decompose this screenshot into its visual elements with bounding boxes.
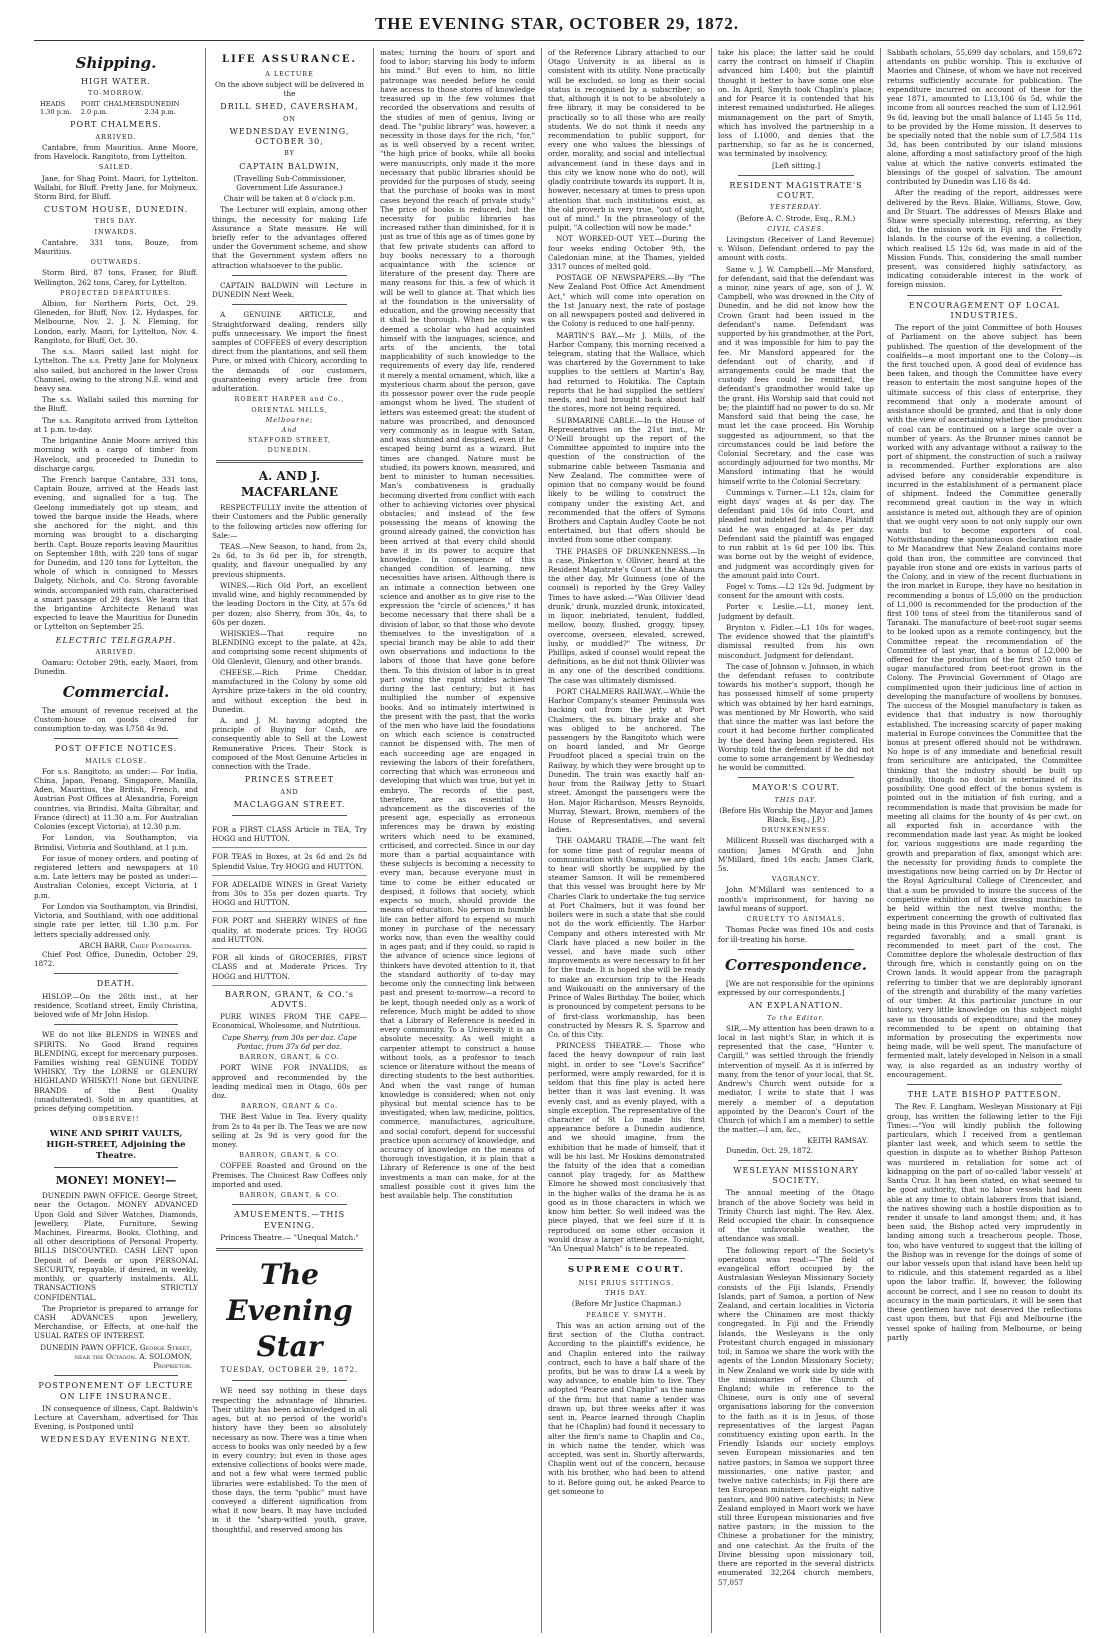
coffee-roasted-ad: COFFEE Roasted and Ground on the Premises. The Choicest Raw Coffees only imported and used. xyxy=(212,1161,367,1189)
by-label: BY xyxy=(284,149,295,158)
customs-heading: CUSTOM HOUSE, DUNEDIN. xyxy=(43,205,189,215)
column-rule xyxy=(711,48,712,1633)
chair-note: Chair will be taken at 8 o'clock p.m. xyxy=(223,194,356,204)
left-sitting: [Left sitting.] xyxy=(771,160,821,170)
correspondence-note: [We are not responsible for the opinions expressed by our correspondents.] xyxy=(718,978,874,998)
local-martins-bay: MARTIN'S BAY.—Mr J. Mills, of the Harbor Company, this morning received a telegram, stating that the Wallace, which was chartered by the Government to take supplies to the settlers at Martin's Bay, had returned to Hokitika. The Captain reports that he had supplied the settlers' needs, and had brought back about half the stores, more not being required. xyxy=(548,330,705,414)
wesleyan-continued: Sabbath scholars, 55,699 day scholars, and 159,672 attendants on public worship. This is exclusive of Maories and Chinese, of whom we have not received returns sufficiently accurate for publication. The expenditure incurred on account of these for the year 1871, amounted to L13,106 6s 5d, while the income from all sources reached the sum of L12,961 9s 6d, leaving but the small balance of L145 5s 11d, to be provided by the Home mission. It deserves to be specially noted that the noble sum of L7,584 11s 3d, has been contributed by our island missions alone, affording a most satisfactory proof of the high value at which the native converts estimated the blessings of the gospel of salvation. The amount contributed by Dunedin was L16 8s 4d. xyxy=(887,48,1082,187)
shipping-news: The French barque Cantabre, 331 tons, Captain Bouze, arrived at the Heads last evening, and signalled for a tug. The Geelong immediately got up steam, and towed the barque inside the Heads, where she anchored for the night, and this morning was brought to a discharging berth. Capt. Bouze reports leaving Mauritius on September 18th, with 220 tons of sugar for Dunedin, and 120 tons for Lyttelton, the whole of which is consigned to Messrs Dalgety, Nichols, and Co. Strong favorable winds, accompanied with rain, characterised a smart passage of 29 days. We learn that the brigantine Architecte Renaud was expected to leave the Mauritius for Dunedin or Lyttelton on September 25. xyxy=(34,474,198,632)
column-1 xyxy=(34,48,198,1633)
divider xyxy=(232,1380,347,1381)
barron-signature: BARRON, GRANT, & CO. xyxy=(239,1191,340,1200)
post-office-heading: POST OFFICE NOTICES. xyxy=(54,744,178,754)
wesleyan-addresses: After the reading of the report, addresses were delivered by the Revs. Blake, Williams, Stowe, Gow, and Dr Stuart. The addresses of Messrs Blake and Shaw were specially interesting, referring, as they did, to the mission work in Fiji and the Friendly Islands. In the course of the evening, a collection, which realised L5 12s 6d, was made in aid of the Mission Funds. This, considering the small number present, was considered highly satisfactory, as indicating considerable interest in the work of foreign mission. xyxy=(887,188,1082,290)
divider xyxy=(232,1204,347,1205)
mails-text: For issue of money orders, and posting of registered letters and newspapers at 10 a.m. Late letters may be posted as under:— Australian Colonies, except Victoria, at 1 p.m. xyxy=(34,853,198,900)
letter-signature: KEITH RAMSAY. xyxy=(807,1136,868,1146)
local-oamaru: THE OAMARU TRADE.—The want felt for some time past of regular means of communication with Oamaru, we are glad to hear will shortly be supplied by the steamer Samson. It will be remembered that this vessel was brought here by Mr Charles Clark to undertake the tug service at Port Chalmers, but it was found her boilers were in such a state that she could not do the work efficiently. The Harbor Company and others interested with Mr Clark have placed a new boiler in the vessel, and have made such other improvements as were necessary to fit her for the trade. It is hoped she will be ready to make an excursion trip to the Heads and Waikouaiti on the anniversary of the Prince of Wales Birthday. The boiler, which is pronounced by competent persons to be of first-class workmanship, has been constructed by Messrs R. S. Sparrow and Co. of this City. xyxy=(548,836,705,1039)
ad-groceries: FOR all kinds of GROCERIES, FIRST CLASS and at Moderate Prices. Try HOGG and HUTTON. xyxy=(212,949,367,986)
barron-signature: BARRON, GRANT, & CO. xyxy=(239,1151,340,1160)
case-brynton: Brynton v. Fidler.—L1 10s for wages. The evidence showed that the plaintiff's dismissal resulted from his own misconduct. Judgment for defendant. xyxy=(718,622,874,660)
arrived-label: ARRIVED. xyxy=(95,132,137,141)
death-heading: DEATH. xyxy=(96,979,136,989)
wednesday-label: WEDNESDAY EVENING, OCTOBER 30, xyxy=(229,126,350,147)
rm-before: (Before A. C. Strode, Esq., R.M.) xyxy=(736,213,856,223)
correspondence-heading: Correspondence. xyxy=(725,955,867,974)
mails-text: For London, via Southampton, via Brindisi, Victoria and Southland, at 1 p.m. xyxy=(34,833,198,852)
supreme-court-heading: SUPREME COURT. xyxy=(567,1265,686,1276)
commercial-text: The amount of revenue received at the Custom-house on goods cleared for consumption to-day, was L758 4s 9d. xyxy=(34,705,198,734)
mails-close-label: MAILS CLOSE. xyxy=(85,756,147,765)
cruelty-text: Thomas Pocke was fined 10s and costs for ill-treating his horse. xyxy=(718,925,874,944)
divider xyxy=(232,304,347,305)
rm-court-heading: RESIDENT MAGISTRATE'S COURT. xyxy=(729,180,863,201)
wesleyan-heading: WESLEYAN MISSIONARY SOCIETY. xyxy=(733,1165,859,1186)
masthead-title: THE EVENING STAR, OCTOBER 29, 1872. xyxy=(374,14,740,33)
divider xyxy=(568,1258,685,1259)
amusements-heading: AMUSEMENTS.—THIS EVENING. xyxy=(233,1210,346,1230)
case-johnson: The case of Johnson v. Johnson, in which the defendant refuses to contribute towards his mother's support, though he has possessed himself of some property which was obtained by her hard earnings, was mentioned by Mr Howorth, who said that since the matter was last before the court it had become further complicated by the deed having been registered. His Worship told the defendant if he did not come to some arrangement by Wednesday he would be committed. xyxy=(718,661,874,773)
postmaster-date: Chief Post Office, Dunedin, October 29, 1872. xyxy=(34,949,198,969)
mayors-court-heading: MAYOR'S COURT. xyxy=(752,783,840,793)
projected-label: PROJECTED DEPARTURES. xyxy=(60,288,172,297)
local-not-worked: NOT WORKED-OUT YET.—During the four weeks ending October 9th, the Caledonian mine, at the Thames, yielded 3317 ounces of melted gold. xyxy=(548,234,705,272)
encouragement-heading: ENCOURAGEMENT OF LOCAL INDUSTRIES. xyxy=(909,300,1060,320)
divider xyxy=(232,275,347,276)
divider xyxy=(54,738,178,739)
high-water-heading: HIGH WATER. xyxy=(81,77,151,87)
mails-text: For London via Southampton, via Brindisi, Victoria, and Southland, with one additional single rate per letter, till 1.30 p.m. For letters specially addressed only. xyxy=(34,901,198,939)
this-day-label: THIS DAY. xyxy=(774,795,818,804)
melbourne: Melbourne; xyxy=(265,415,314,424)
explanation-heading: AN EXPLANATION. xyxy=(748,1001,844,1011)
local-railway: PORT CHALMERS RAILWAY.—While the Harbor Company's steamer Peninsula was backing out from the jetty at Port Chalmers, the ss. binary brake and she was obliged to be anchored. The passengers by the Rangitoto which were on board landed, and Mr George Proudfoot placed a special train on the Railway, by which they were brought up to Dunedin. The train was exactly half an-hour from the Railway Jetty to Stuart street. Amongst the passengers were the Hon. Major Richardson, Messrs Reynolds, Murray, Stewart, Brown, members of the House of Representatives, and several ladies. xyxy=(548,686,705,835)
paper-title: The Evening Star xyxy=(226,1257,353,1363)
divider xyxy=(216,460,363,463)
divider xyxy=(232,815,347,816)
telegraph-heading: ELECTRIC TELEGRAPH. xyxy=(55,635,177,645)
column-6 xyxy=(887,48,1082,1633)
telegraph-text: Oamaru: October 29th, early, Maori, from Dunedin. xyxy=(34,658,198,677)
ad-first-class: FOR a FIRST CLASS Article in TEA, Try HOGG and HUTTON. xyxy=(212,821,367,848)
patteson-text: The Rev. F. Langham, Wesleyan Missionary at Fiji group, has written the following letter to the Fiji Times:—"You will kindly publish the following particulars, which I received from a gentleman planter last week, and which seem to settle the question in dispute as to whether Bishop Patteson was murdered in retaliation for some act of kidnapping on the part of so-called 'labor vessels' at Santa Cruz. It has been stated, on what seemed to be good authority, that no labor vessels had been able at any time to obtain laborers from that island, the natives showing such a hostile disposition as to render it unsafe to land amongst them; and, it has been said, the Bishop acted very imprudently in landing among such a treacherous people. Those, too, who have ventured to suggest that the killing of the Bishop was in revenge for the doings of some of our labor vessels upon that island have been held up to ridicule, and this statement regarded as a libel upon the labor traffic. If, however, the following account be correct, and I see no reason to doubt its accuracy in the main particulars, it will be seen that these gentlemen have not deserved the reflections cast upon them, but that Fiji and Melbourne (the vessel spoke of hailing from Melbourne, or being partly xyxy=(887,1102,1082,1342)
editorial-text: WE need say nothing in these days respecting the advantage of libraries. Their utility has been acknowledged in all ages, but at no period of the world's history have they been so absolutely necessary as now. There was a time when access to books was only needed by a few in every country; but even in those ages extensive collections of books were made, and not a few what were termed public libraries were established. To the men of those days, the term "public" must have conveyed a different signification from what it now bears. It may have included in it the "sharp-witted youth, grave, thoughtful, and reserved among his xyxy=(212,1386,367,1534)
divider xyxy=(54,1375,178,1376)
stafford-street: STAFFORD STREET, xyxy=(247,436,332,445)
oriental-mills: ORIENTAL MILLS, xyxy=(251,405,328,414)
sailings-text: Jane, for Shag Point. Maori, for Lyttelton. Wallabi, for Bluff. Pretty Jane, for Molyneux. Storm Bird, for Bluff. xyxy=(34,173,198,201)
letter-text: SIR,—My attention has been drawn to a local in last night's Star, in which it is represented that the case, "Hunter v. Cargill," was settled through the friendly intervention of myself. As it is inferred by many, from the tenor of your local, that St. Andrew's Church went outside for a mediator, I write to state that I was merely a member of a deputation appointed by the Deacon's Court of the Church (of which I am a member) to settle the matter.—I am, &c., xyxy=(718,1023,874,1135)
inwards-label: INWARDS. xyxy=(94,227,138,236)
macfarlane-heading: A. AND J. MACFARLANE xyxy=(240,469,339,499)
macfarlane-text-2: A. and J. M. having adopted the principle of Buying for Cash, are consequently able to Sell at the Lowest Remunerative Prices. Their Stock is composed of the Most Genuine Articles in connection with the Trade. xyxy=(212,715,367,772)
barron-signature: BARRON, GRANT & Co. xyxy=(240,1102,339,1111)
column-rule xyxy=(373,48,374,1633)
column-2 xyxy=(212,48,367,1633)
case-cummings: Cummings v. Turner.—L1 12s, claim for eight days' wages at 4s per day. The defendant paid 10s 6d into Court, and pleaded not indebted for balance. Plaintiff said he was engaged at 4s per day. Defendant said the plaintiff was engaged to run rabbit at 1s 6d per 100 lbs. This was borne out by the weight of evidence, and judgment was accordingly given for the amount paid into Court. xyxy=(718,487,874,580)
mayor-before: (Before His Worship the Mayor and James Black, Esq., J.P.) xyxy=(719,805,873,825)
best-value-ad: THE Best Value in Tea. Every quality from 2s to 4s per lb. The Teas we are now selling at 2s 9d is very good for the money. xyxy=(212,1112,367,1150)
lecturer-text: The Lecturer will explain, among other things, the necessity for making Life Assurance a State measure. He will briefly refer to the advantages offered under the Government scheme, and show that the Government system offers no attraction whatsoever to the public. xyxy=(212,205,367,270)
captain-lecture-note: CAPTAIN BALDWIN will Lecture in DUNEDIN Next Week. xyxy=(212,280,367,300)
projected-text: Albion, for Northern Ports, Oct. 29. Gleneden, for Bluff, Nov. 12. Hydaspes, for Melbourne, Nov. 2. J. N. Fleming, for London, early. Maori, for Lyttelton, Nov. 4. Rangitoto, for Bluff, Oct. 30. xyxy=(34,299,198,345)
divider xyxy=(738,777,854,778)
a-lecture: A LECTURE xyxy=(265,69,314,78)
paper-dateline: TUESDAY, OCTOBER 29, 1872. xyxy=(220,1366,359,1375)
divider xyxy=(738,175,854,176)
ad-teas-boxes: FOR TEAS in Boxes, at 2s 6d and 2s 8d Splendid Value. Try HOGG and HUTTON. xyxy=(212,848,367,875)
teas-item: TEAS.—New Season, to hand, from 2s, 2s 6d, to 3s 6d per lb, for strength, quality, and flavour unequalled by any previous shipments. xyxy=(212,542,367,579)
column-5 xyxy=(718,48,874,1633)
macfarlane-text: RESPECTFULLY invite the attention of their Customers and the Public generally to the following articles now offering for Sale:— xyxy=(212,503,367,540)
drill-shed: DRILL SHED, CAVERSHAM, xyxy=(220,102,359,112)
princess-listing: Princess Theatre.— "Unequal Match." xyxy=(220,1232,359,1242)
princes-street: PRINCES STREET xyxy=(244,775,335,785)
divider xyxy=(738,1160,854,1161)
on-label: ON xyxy=(283,114,296,123)
case-continued: take his place; the latter said he could carry the contract on himself if Chaplin advanced him L400; but the plaintiff thought it better to have some one else on. In April, Smyth took Chaplin's place; and for Pearce it is contended that his interest remained undisturbed. He alleges mismanagement on the part of Smyth, which has involved the partnership in a loss of L1000, and denies that the partnership, so far as he is concerned, was terminated by insolvency. xyxy=(718,48,874,159)
telegraph-arrived: ARRIVED. xyxy=(95,647,137,656)
masthead-rule xyxy=(34,40,1084,41)
observe-label: OBSERVE!! xyxy=(92,1115,140,1124)
to-editor: To the Editor. xyxy=(767,1013,825,1022)
postponement-heading: POSTPONEMENT OF LECTURE ON LIFE INSURANCE. xyxy=(38,1381,194,1401)
high-water-table xyxy=(40,100,192,117)
shipping-news: The s.s. Maori sailed last night for Lyttelton. The s.s. Pretty Jane for Molyneux also sailed, but anchored in the lower Cross Channel, owing to the strong N.E. wind and heavy sea. xyxy=(34,347,198,394)
column-rule xyxy=(880,48,881,1633)
divider xyxy=(54,973,178,974)
postmaster-signature: ARCH BARR, Chief Postmaster. xyxy=(79,940,192,950)
ad-port-sherry: FOR PORT and SHERRY WINES of fine quality, at moderate prices. Try HOGG and HUTTON. xyxy=(212,912,367,949)
before-label: (Before Mr Justice Chapman.) xyxy=(571,1299,682,1309)
postponement-date: WEDNESDAY EVENING NEXT. xyxy=(40,1435,192,1445)
maclaggan-street: MACLAGGAN STREET. xyxy=(233,799,346,809)
yesterday-label: YESTERDAY. xyxy=(770,203,822,212)
nisi-prius: NISI PRIUS SITTINGS. xyxy=(578,1279,675,1288)
column-3 xyxy=(380,48,535,1633)
pawn-office-ad: DUNEDIN PAWN OFFICE. George Street, near the Octagon. MONEY ADVANCED Upon Gold and Silver Watches, Diamonds, Jewellery, Plate, Furniture, Sewing Machines, Firearms, Books, Clothing, and all other descriptions of Personal Property. BILLS DISCOUNTED. CASH LENT upon Deposit of Deeds or upon PERSONAL SECURITY, repayable, if desired, in weekly, monthly, or quarterly instalments. ALL TRANSACTIONS STRICTLY CONFIDENTIAL. xyxy=(34,1191,198,1302)
money-heading: MONEY! MONEY!— xyxy=(55,1174,177,1188)
postponement-text: IN consequence of illness, Capt. Baldwin's Lecture at Caversham, advertised for This Evening, is Postponed until xyxy=(34,1403,198,1432)
wesleyan-text-2: The following report of the Society's operations was read:—"The field of evangelical effort occupied by the Australasian Wesleyan Missionary Society consists of the Fiji Islands, Friendly Islands, part of Samoa, a portion of New Zealand, and certain localities in Victoria where the Chinamen are most thickly congregated. In Fiji and the Friendly Islands, the Wesleyans is the only Protestant church engaged in missionary toil; in Samoa we share the work with the agents of the London Missionary Society; in New Zealand we work side by side with the missionaries of the Church of England; while in reference to the Chinese, ours is only one of several organisations laboring for the conversion to the faith as it is in Jesus, of those representatives of the largest Pagan constituency existing upon earth. In the Friendly Islands our society employs seven European missionaries and ten native pastors; in Samoa we support three missionaries, one native pastor, and twelve native catechists; in Fiji there are ten European ministers, forty-eight native pastors, and 900 native catechists; in New Zealand employed in Maori work we have still three European missionaries and five native pastors; in the mission to the Chinese a probationer for the ministry, and one catechist. As the fruits of the Divine blessing upon missionary toil, there are reported in the several districts enumerated 32,264 church members, 57,057 xyxy=(718,1245,874,1587)
pawn-signature: DUNEDIN PAWN OFFICE, George Street, near the Octagon. A. SOLOMON, Proprietor. xyxy=(40,1342,192,1371)
outwards-label: OUTWARDS. xyxy=(90,258,142,267)
pawn-office-ad-2: The Proprietor is prepared to arrange for CASH ADVANCES upon Jewellery, Merchandise, or Effects, at one-half the USUAL RATES OF INTEREST. xyxy=(34,1303,198,1341)
cheese-item: CHEESE.—Rich Prime Cheddar, manufactured in the Colony by some old Ayrshire prize-takers in the old country, and without exception the best in Dunedin. xyxy=(212,667,367,714)
captain-note: (Travelling Sub-Commissioner, Government Life Assurance.) xyxy=(233,173,346,192)
case-livingston: Livingston (Receiver of Land Revenue) v. Wilson. Defendant ordered to pay the amount with costs. xyxy=(718,234,874,263)
editorial-end: of the Reference Library attached to our Otago University is as liberal as is consistent with its utility. None practically will be excluded, so long as their social status is recognised by a subscriber; so that, although it is not to be absolutely a free library, it may be considered to be practically so to all those who are really students. We do not think it needs any recommendation to public support, for every one who values the blessings of order, morality, and social and intellectual advancement (and in these days and in this city we know none who do not), will gladly contribute towards its support. It is, however, necessary at times to press upon attention that such institutions exist, as the old proverb is very true, "out of sight, out of mind." In the phraseology of the pulpit, "A collection will now be made." xyxy=(548,48,705,233)
mails-text: For s.s. Rangitoto, as under:— For India, China, Japan, Penang, Singapore, Manilla, Aden, Mauritius, the British, French, and Austrian Post Offices at Alexandria, Foreign countries, via Brindisi, Malta Gibraltar, and France (direct) at 11.30 a.m. For Australian Colonies (except Victoria), at 12.30 p.m. xyxy=(34,766,198,832)
port-wine-ad: PORT WINE FOR INVALIDS, as approved and recommended by the leading medical men in Otago, 60s per doz. xyxy=(212,1063,367,1100)
letter-date: Dunedin, Oct. 29, 1872. xyxy=(726,1145,814,1155)
lecture-text: On the above subject will be delivered in the xyxy=(214,79,364,99)
death-text: HISLOP.—On the 26th inst., at her residence, Scotland street, Emily Christina, beloved wife of Mr John Hislop. xyxy=(34,991,198,1020)
inwards-text: Cantabre, 331 tons, Bouze, from Mauritius. xyxy=(34,237,198,257)
cruelty-label: CRUELTY TO ANIMALS. xyxy=(746,915,846,924)
shipping-heading: Shipping. xyxy=(75,54,157,72)
sailed-label: SAILED. xyxy=(98,163,134,172)
patteson-heading: THE LATE BISHOP PATTESON. xyxy=(907,1090,1062,1100)
editorial-continued: mates; turning the hours of sport and food to labor; starving his body to inform his mind." But even to him, no little patronage was needed before he could have access to those stores of knowledge treasured up in the few volumes that recorded the observations and results of the studies of men of genius, living or dead. The "public library" was, however, a necessity in those days for the rich, "for," as is well observed by a recent writer, "the high price of books, while all books were manuscripts, only made it the more necessary that public libraries should be provided for the purposes of study, seeing that the purchase of books was in most cases beyond the reach of private study." The price of books is reduced, but the necessity for public libraries has increased rather than diminished, for it is just as true of this age as of times gone by that few private students can afford to buy books necessary to a thorough acquaintance with the science or literature of the present day. There are many reasons for this, a few of which it will be well to glance at. That which lies at the foundation is the universality of education, and the growing necessity that it shall be thorough. When he only was deemed a scholar who had acquainted himself with the languages, science, and arts of the ancients, the total inapplicability of such knowledge to the requirements of every day life, rendered it merely a mental ornament, which, like a mysterious charm about the person, gave its possessor power over the rude people amongst whom he lived. The student of letters was esteemed great: the student of nature was proscribed, and denounced very commonly as in league with Satan, and was shunned and despised, even if he escaped being burnt as a wizard. But times are changed. Nature must be studied, its powers known, measured, and bent to minister to human necessities. Man's combativeness is gradually becoming diverted from conflict with each other to achieving victories over physical obstacles; and instead of the few possessing the means of knowing the ground already gained, the conviction has been arrived at that every child should have it in its power to acquire that knowledge. In consequence of this changed condition of learning, new necessities have arisen. Although there is an intimate a connection between one science and another as to give rise to the expression the "circle of sciences," it has become necessary that there shall be a division of labor, so that those who devote themselves to the investigation of a special branch may be able to add their own observations and inductions to the labors of those that have gone before them. To this division of labor is in great part owing the rapid strides achieved during the last century; but it has multiplied the number of expensive books. And so intimately intertwined is the present with the past, that the works of the men who have laid the foundations on which each science is constructed cannot be dispensed with. The men of each succeeding age are engaged in reviewing the labors of their forefathers, correcting that which was erroneous and developing that which was true, but yet in embryo. The records of the past, therefore, are as essential to advancement as the discoveries of the present age, especially as erroneous inferences may be drawn by existing writers which need to be examined, criticised, and corrected. Since in our day more than a partial acquaintance with these subjects is becoming a necessity to every man, because everyone must in time to come be either educated or despised, it follows that society, which expects so much, should provide the means of education. No person in humble life can better afford to expend so much money in purchase of the necessary works now, than even the wealthy could in ages past; and if they could, so rapid is the advance of science since legions of thinkers have devoted attention to it, that the standard authority of to-day may become only the connecting link between past and present to-morrow—a record to be kept, though needed only as a work of reference. Much might be added to show that a Library of Reference is needed in every community. To a University it is an absolute necessity. As well might a carpenter attempt to construct a house without tools, as a professor to teach science or literature without the means of directing students to the best authorities. And when the vast range of human knowledge is considered; when not only physical but mental science has to be investigated; when law, medicine, politics, commerce, manufactures, agriculture, and social comfort, depend for successful practice upon accuracy of knowledge, and accuracy of knowledge on the means of thorough investigation, it is plain that a Library of Reference is one of the best investments a man can make, for at the smallest possible cost it gives him the best available help. The constitution xyxy=(380,48,535,1201)
local-princess-theatre: PRINCESS THEATRE.— Those who faced the heavy downpour of rain last night, in order to see "Love's Sacrifice" performed, were amply rewarded, for it is seldom that this fine play is acted here better than it was last evening. It was evenly cast, and as evenly played, with a single exception. The representative of the character of St Lo made his first appearance before a Dunedin audience, and we should imagine, from the exhibition that he made of himself, that it will be his last. Mr Hoskins demonstrated the fatuity of the idea that a comedian cannot play tragedy, for as Matthew Elmore he showed most conclusively that in the higher walks of the drama he is as good as in those characters in which we know him better. So well indeed was the piece played, that we feel sure if it is reproduced on some other occasion it would draw a larger attendance. To-night, "An Unequal Match" is to be repeated. xyxy=(548,1041,705,1253)
dunedin-label: DUNEDIN. xyxy=(267,446,312,455)
hw-heads: HEADS 1.30 p.m. xyxy=(40,99,72,117)
vagrancy-label: VAGRANCY. xyxy=(771,875,821,884)
case-campbell: Same v. J. W. Campbell.—Mr Mansford, for defendant, said that the defendant was a minor, nine years of age, son of J. W. Campbell, who was drowned in the City of Dunedin, and he did not know how the Crown Grant had been issued in the defendant's name. Defendant was supported by his grandmother, at the Port, and it was impossible for him to pay the fee. Mr Mansford appeared for the defendant out of charity, and if arrangements could be made that the custody fees could be remitted, the defendant's grandmother would take up the grant. His Worship said that could not be; the plaintiff had no power to do so. Mr Mansford said that being the case, he must let the case proceed. His Worship suggested as adjournment, so that the circumstances could be laid before the Colonial Secretary, and the case was accordingly adjourned for two months, Mr Mansford intimating that he would himself write to the Colonial Secretary. xyxy=(718,264,874,486)
whiskies-item: WHISKIES—That require no BLENDING except to the palate, at 42s, and comprising some recent shipments of Old Glenlevit, Glenury, and other brands. xyxy=(212,629,367,666)
case-title: PEARCE V. SMYTH. xyxy=(586,1310,667,1319)
coffee-ad: A GENUINE ARTICLE, and Straightforward dealing, renders silly puffs unnecessary. We import the finest samples of COFFEES of every description direct from the plantations, and sell them Pure, or mixed with Chicory, according to the demands of our customers, guaranteeing every article free from adulteration. xyxy=(212,310,367,394)
local-phases: THE PHASES OF DRUNKENNESS.—In a case, Pinkerton v. Ollivier, heard at the Resident Magistrate's Court at the Ahaura the other day, Mr Guinness (one of the counsel) is reported by the Grey Valley Times to have asked:—"Was Ollivier 'dead drunk,' drunk, muzzled drunk, intoxicated, in liquor, inebriated, tenulent, fuddled, mellow, boozy, flushed, groggy, tipsey, overcome, overseen, elevated, screwed, lushy, or muddled?" The witness, Dr Phillips, asked if counsel would repeat the definitions, as he did not think Ollivier was in any one of the described conditions. The case was ultimately dismissed. xyxy=(548,546,705,685)
barron-ads-heading: BARRON, GRANT, & CO.'s ADVTS. xyxy=(225,989,354,1010)
column-rule xyxy=(205,48,206,1633)
hw-port: PORT CHALMERS 2.0 p.m. xyxy=(80,99,145,117)
shipping-news: The s.s. Rangitoto arrived from Lyttelton at 1 p.m. to-day. xyxy=(34,415,198,434)
divider xyxy=(54,1167,178,1168)
cape-prices: Cape Sherry, from 30s per doz. Cape Pontac, from 37s 6d per doz. xyxy=(222,1032,357,1051)
drunkenness-text: Millicent Russell was discharged with a caution; James M'Grath and John M'Millard, fined 10s each; James Clark, 5s. xyxy=(718,836,874,874)
barron-signature: BARRON, GRANT, & CO. xyxy=(239,1053,340,1062)
commercial-heading: Commercial. xyxy=(62,682,170,701)
this-day-label: THIS DAY. xyxy=(94,217,138,226)
and-label-2: AND xyxy=(280,787,299,796)
tomorrow-label: TO-MORROW. xyxy=(87,89,145,98)
life-assurance-heading: LIFE ASSURANCE. xyxy=(222,54,357,65)
column-rule xyxy=(541,48,542,1633)
masthead xyxy=(0,0,1114,40)
civil-cases-label: CIVIL CASES. xyxy=(767,224,825,233)
whisky-ad: WE do not like BLENDS in WINES and SPIRITS. No Good Brand requires BLENDING, except for mercenary purposes. Families wishing real GENUINE TODDY WHISKY, Try the LORNE or GLENURY HIGHLAND WHISKY!! None but GENUINE BRANDS of the Best Quality (unadulterated). Sold in any quantities, at prices defying competition. xyxy=(34,1030,198,1114)
vagrancy-text: John M'Millard was sentenced to a month's imprisonment, for having no lawful means of support. xyxy=(718,885,874,913)
pure-wines-ad: PURE WINES FROM THE CAPE—Economical, Wholesome, and Nutritious. xyxy=(212,1012,367,1031)
local-submarine: SUBMARINE CABLE.—In the House of Representatives on the 21st inst., Mr O'Neill brought up the report of the Committee appointed to inquire into the question of the construction of the submarine cable between Tasmania and New Zealand. The committee were of opinion that no company would be found likely to be willing to construct the company under the existing Act, and recommended that the offers of Symons Brothers and Captain Audley Coote be not entertained, but that offers should be invited from some other company. xyxy=(548,415,705,545)
vaults-heading: WINE AND SPIRIT VAULTS, HIGH-STREET, Adjoining the Theatre. xyxy=(46,1129,186,1162)
outwards-text: Storm Bird, 87 tons, Fraser, for Bluff. Wellington, 262 tons, Carey, for Lyttelton. xyxy=(34,268,198,287)
robert-harper: ROBERT HARPER and Co., xyxy=(234,395,345,404)
industries-text: The report of the joint Committee of both Houses of Parliament on the above subject has been published. The question of the development of the coalfields—a most important one to the Colony—is the first touched upon. A good deal of evidence has been taken, and though the Committee have every reason to entertain the most sanguine hopes of the ultimate success of this class of enterprise, they recommend that only a moderate amount of assistance should be granted, and that is only done with the view of ascertaining whether the production of coal can be continued on a large scale over a number of years. As the Brunner mines cannot be worked with any advantage without a railway to the port of shipment, the construction of such a railway is recommended. Further explorations are also advised before any considerable expenditure is incurred in the establishment of a permanent place of shipment. Indeed the Committee generally recommend great caution in the way in which assistance is meted out, although they are of opinion that we ought very soon to not only supply our own wants but to become exporters of coal. Notwithstanding the spontaneous declaration made to Mr Macandrew that New Zealand contains more gold than iron, the committee are convinced that payable iron stone and ore exists in various parts of the Colony, and in view of the recent fluctuations in the iron market in Europe, they have no hesitation in recommending a bonus of L5,000 on the production of L1,000 is recommended for the production of the first 100 tons of steel from the titaniferous sand of Taranaki. The manufacture of beet-root sugar seems to be looked upon as a remote contingency, but the Committee repeat the recommendation of the Committee of last year, that a bonus of L2,000 be offered for the production of the first 250 tons of sugar manufactured from beet-root grown in the Colony. The Provincial Government of Otago are complimented upon their judicious line of action in developing the manufacture of woollens by bonuses. The success of the Mosgiel manufactory is taken as evidence that that industry is now thoroughly established. The increasing scarcity of paper making material in Europe convinces the Committee that the bonus at present offered should not be withdrawn. No hope is of any immediate and beneficial result from sericulture are anticipated, the Committee thinking that the industry should be built up gradually, though no doubt is entertained of its possibility. One good effect of the bonus system is pointed out in the initiation of fish curing, and a recommendation is made that provision be made for meeting all claims for the bounty of 4s per cwt. on all exported fish in accordance with the recommendation made last year. As might be looked for, various suggestions are made regarding the growth and preparation of flax, amongst which are: the necessity for providing funds to complete the investigations now being carried on by Dr Hector of the Royal Agricultural College of Cirencester, and that a sum be provided to insure the success of the competitive exhibition of flax dressing machines to be held within the next twelve months; the experiment concerning the growth of cultivated flax being made in this Province and that of Taranaki, is regarded favorably, and a small grant is recommended to meet part of the cost. The Committee deplore the wholesale destruction of flax through fire, which is constantly going on on the Crown lands. It would appear from the paragraph referring to timber that we are deplorably ignorant of the strength and durability of the many varieties of our timber. At this particular juncture in our history, very little knowledge on this subject might save us thousands of expenditure; and the money recommended to be spent on obtaining that information by prosecuting the experiments now being made, will be well spent. The manufacture of fermented malt, lately developed in Nelson in a small way, is also regarded as an industry worthy of encouragement. xyxy=(887,323,1082,1079)
port-chalmers-heading: PORT CHALMERS. xyxy=(70,120,162,130)
wesleyan-text: The annual meeting of the Otago branch of the above Society was held in Trinity Church last night. The Rev. Alex. Reid occupied the chair. In consequence of the unfavorable weather, the attendance was small. xyxy=(718,1188,874,1244)
hw-dunedin: DUNEDIN 2.34 p.m. xyxy=(144,99,180,117)
case-fogel: Fogel v. Toms.—L2 12s 9d. Judgment by consent for the amount with costs. xyxy=(718,582,874,601)
divider xyxy=(54,1024,178,1025)
arrivals-text: Cantabre, from Mauritius. Anne Moore, from Havelock. Rangitoto, from Lyttelton. xyxy=(34,142,198,162)
captain-name: CAPTAIN BALDWIN, xyxy=(239,161,340,171)
and-label: And xyxy=(281,425,298,434)
local-postage: POSTAGE OF NEWSPAPERS.—By "The New Zealand Post Office Act Amendment Act," which will come into operation on the 1st January next, the rate of postage on all newspapers posted and delivered in the Colony is reduced to one half-penny. xyxy=(548,273,705,329)
divider xyxy=(738,949,854,950)
divider xyxy=(907,1084,1062,1085)
this-day-label: THIS DAY. xyxy=(605,1289,648,1298)
ad-adelaide: FOR ADELAIDE WINES in Great Variety from 30s to 35s per dozen quarts. Try HOGG and HUTTON. xyxy=(212,876,367,913)
column-4 xyxy=(548,48,705,1633)
drunkenness-label: DRUNKENNESS. xyxy=(761,826,831,835)
case-text: This was an action arising out of the first section of the Clutha contract. According to the plaintiff's evidence, he and Chaplin entered into the railway contract, each to have a half share of the profits, but he was to draw L4 a week by way advance, to enable him to live. They adopted "Pearce and Chaplin" as the name of the firm; but that name a tender was drawn up, but three weeks after it was sent in, Pearce learned through Chaplin that he (Chaplin) had found it necessary to alter the firm's name to Chaplin and Co., in which name the tender, which was accepted, was sent in. Shortly afterwards, Chaplin went out of the concern, because with his brother, who had been to attend to it. Before going out, he asked Pearce to get someone to xyxy=(548,1320,705,1496)
case-porter: Porter v. Leslie.—L1, money lent. Judgment by default. xyxy=(718,602,874,621)
shipping-news: The s.s. Wallabi sailed this morning for the Bluff. xyxy=(34,395,198,414)
divider xyxy=(907,295,1062,296)
divider xyxy=(216,1248,363,1251)
shipping-news: The brigantine Annie Moore arrived this morning with a cargo of timber from Havelock, and proceeded to Dunedin to discharge cargo. xyxy=(34,436,198,473)
wines-item: WINES.—Rich Old Port, an excellent invalid wine, and highly recommended by the leading Doctors in the City, at 57s 6d per dozen; also Sherry, from 30s, 4s, to 60s per dozen. xyxy=(212,580,367,627)
